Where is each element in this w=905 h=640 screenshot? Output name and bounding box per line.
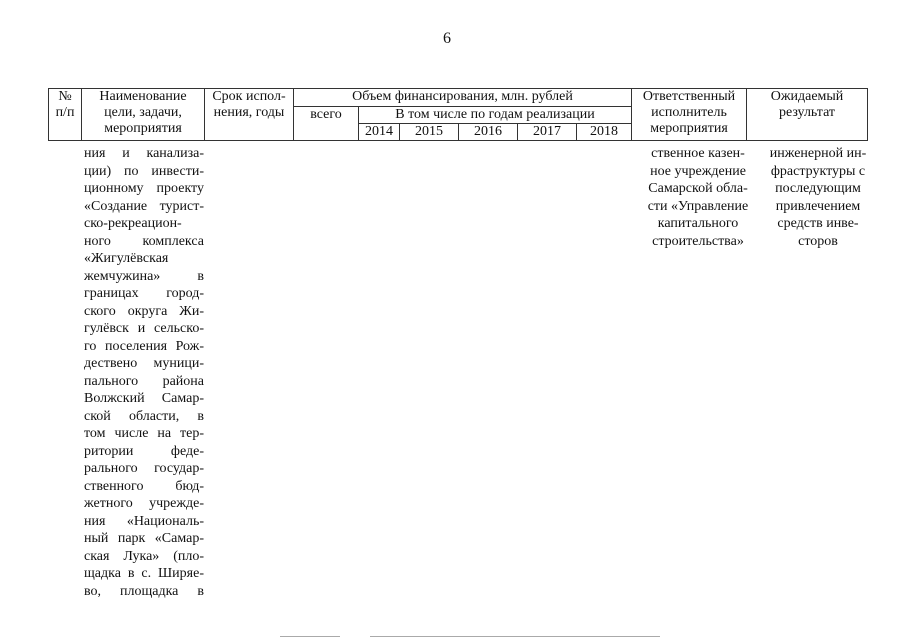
text-line: ритории феде-	[84, 443, 204, 459]
text-line: жетного учрежде-	[84, 496, 204, 511]
header-text: п/п	[55, 105, 75, 120]
text-line: фраструктуры с	[770, 163, 866, 179]
header-text: нения, годы	[213, 105, 285, 120]
text-line: капитального	[657, 216, 739, 231]
header-text: Ответственный	[642, 89, 736, 104]
text-line: Волжский Самар-	[84, 391, 204, 406]
text-line: привлечением	[775, 198, 861, 214]
text-line: ственное казен-	[651, 146, 745, 161]
text-line: строительства»	[652, 233, 744, 249]
header-text: цели, задачи,	[104, 105, 182, 120]
text-line: ская Лука» (пло-	[84, 548, 204, 564]
header-year: 2015	[400, 124, 459, 141]
table-header	[48, 88, 868, 141]
text-line: ского округа Жи-	[84, 303, 204, 319]
text-line: ционному проекту	[84, 181, 204, 196]
header-text: мероприятия	[650, 121, 728, 136]
text-line: сти «Управление	[647, 198, 749, 214]
text-line: ния «Националь-	[84, 513, 204, 529]
header-text: Ожидаемый	[770, 89, 844, 104]
text-line: Самарской обла-	[648, 181, 748, 196]
header-year: 2017	[518, 124, 577, 141]
text-line: средств инве-	[777, 216, 859, 231]
header-text: Наименование	[99, 89, 187, 104]
text-line: гулёвск и сельско-	[84, 321, 204, 336]
text-line: том числе на тер-	[84, 426, 204, 441]
responsible-text	[640, 145, 756, 250]
footer-rule	[280, 636, 340, 637]
header-text: мероприятия	[104, 121, 182, 136]
text-line: дествено муници-	[84, 356, 204, 371]
text-line: во, площадка в	[84, 583, 204, 599]
text-line: ской области, в	[84, 408, 204, 424]
text-line: ственного бюд-	[84, 478, 204, 494]
header-text: Срок испол-	[212, 89, 286, 104]
text-line: ния и канализа-	[84, 146, 204, 161]
header-text: №	[58, 89, 72, 104]
text-line: ного комплекса	[84, 233, 204, 249]
header-total: всего	[294, 107, 359, 141]
text-line: ный парк «Самар-	[84, 531, 204, 546]
result-text	[760, 145, 876, 250]
text-line: последующим	[775, 181, 861, 196]
text-line: границах город-	[84, 286, 204, 301]
text-line: инженерной ин-	[769, 146, 867, 161]
text-line: сторов	[798, 233, 838, 249]
header-name	[82, 89, 205, 141]
text-line: рального государ-	[84, 461, 204, 476]
header-text: исполнитель	[651, 105, 727, 120]
header-responsible	[632, 89, 747, 141]
text-line: ное учреждение	[650, 163, 746, 179]
activity-name-text	[84, 145, 204, 600]
header-year: 2018	[577, 124, 632, 141]
header-num	[49, 89, 82, 141]
text-line: пального района	[84, 373, 204, 389]
text-line: «Жигулёвская	[84, 251, 169, 266]
page-number: 6	[443, 30, 451, 47]
header-financing: Объем финансирования, млн. рублей	[294, 89, 632, 107]
header-year: 2014	[359, 124, 400, 141]
text-line: щадка в с. Ширяе-	[84, 566, 204, 581]
footer-rule	[370, 636, 660, 637]
text-line: «Создание турист-	[84, 198, 204, 214]
text-line: жемчужина» в	[84, 268, 204, 284]
header-text: результат	[778, 105, 836, 120]
text-line: ско-рекреацион-	[84, 216, 182, 231]
text-line: ции) по инвести-	[84, 163, 204, 179]
header-term	[205, 89, 294, 141]
text-line: го поселения Рож-	[84, 338, 204, 354]
header-year: 2016	[459, 124, 518, 141]
header-result	[747, 89, 868, 141]
header-by-years: В том числе по годам реализации	[359, 107, 632, 124]
